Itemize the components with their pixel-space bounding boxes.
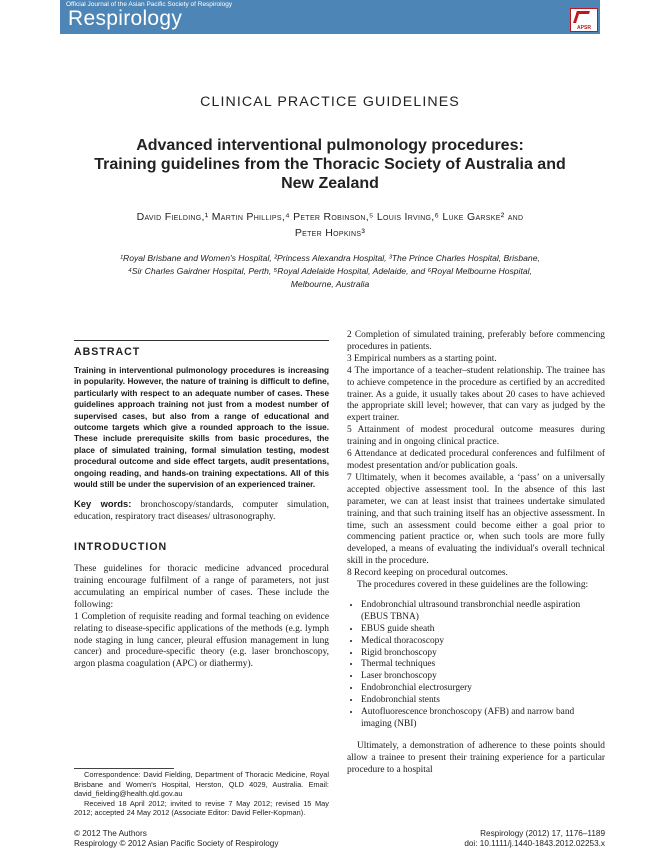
procedure-list [347, 600, 605, 731]
guideline-item-7: 7 Ultimately, when it becomes available, a ‘pass’ on a universally accepted objective assessment tool. In the absence of this last parameter, we can at least insist that trainees undertake simulated training, and that such training itself has an objective assessment. In time, such an assessment could become either a goal prior to commencing patient practice or, when such tools are more fully developed, a means of evaluating the individual's overall technical skill in the procedure. [347, 472, 605, 567]
article-title [70, 136, 590, 193]
closing-paragraph: Ultimately, a demonstration of adherence to these points should allow a trainee to present their training experience for a particular procedure to a hospital [347, 740, 605, 775]
procedure-item: • Laser bronchoscopy [361, 671, 605, 683]
left-column [74, 340, 329, 671]
citation-line: Respirology (2012) 17, 1176–1189 [480, 829, 605, 838]
footer-copyright [74, 829, 354, 849]
guideline-item-4: 4 The importance of a teacher–student relationship. The trainee has to achieve competence in the procedure as certified by an accredited trainer. As a guide, it usually takes about 20 cases to have achieved the appropriate skill level; however, that can vary as judged by the expert trainer. [347, 365, 605, 424]
author-list [70, 209, 590, 241]
procedure-item: • Medical thoracoscopy [361, 636, 605, 648]
guideline-item-5: 5 Attainment of modest procedural outcome measures during training and in ongoing clinical practice. [347, 425, 605, 448]
procedure-item: • Thermal techniques [361, 659, 605, 671]
copyright-line: © 2012 The Authors [74, 829, 147, 838]
correspondence-note: Correspondence: David Fielding, Department of Thoracic Medicine, Royal Brisbane and Women's Hospital, Herston, QLD 4029, Australia. Email: david_fielding@health.qld.gov.au [74, 770, 329, 799]
affiliation-line: ¹Royal Brisbane and Women's Hospital, ²Princess Alexandra Hospital, ³The Prince Charles Hospital, Brisbane, [120, 253, 540, 263]
article-title-line: Training guidelines from the Thoracic Society of Australia and [94, 156, 566, 173]
footer-citation [347, 829, 605, 849]
guideline-item-2: 2 Completion of simulated training, preferably before commencing procedures in patients. [347, 330, 605, 352]
affiliations [70, 252, 590, 291]
affiliation-line: ⁴Sir Charles Gairdner Hospital, Perth, ⁵Royal Adelaide Hospital, Adelaide, and ⁶Royal Melbourne Hospital, [128, 266, 532, 276]
guideline-item-3: 3 Empirical numbers as a starting point. [347, 353, 497, 364]
journal-logo-text: Respirology [68, 7, 183, 30]
received-note: Received 18 April 2012; invited to revise 7 May 2012; revised 15 May 2012; accepted 24 May 2012 (Associate Editor: David Feller-Kopman). [74, 798, 329, 818]
procedures-intro: The procedures covered in these guidelines are the following: [357, 580, 589, 591]
author-line: Peter Hopkins³ [294, 227, 366, 239]
guideline-item-8: 8 Record keeping on procedural outcomes. [347, 568, 508, 579]
procedure-item: • Autofluorescence bronchoscopy (AFB) and narrow band imaging (NBI) [361, 707, 605, 731]
section-label: CLINICAL PRACTICE GUIDELINES [200, 94, 460, 110]
procedure-item: • Endobronchial electrosurgery [361, 683, 605, 695]
journal-tagline: Official Journal of the Asian Pacific Society of Respirology [66, 1, 233, 8]
keywords-label: Key words: [74, 498, 132, 510]
footnote-divider [74, 768, 174, 769]
apsr-logo-text: APSR [577, 25, 591, 31]
doi-line: doi: 10.1111/j.1440-1843.2012.02253.x [464, 839, 605, 848]
procedure-item: • Endobronchial stents [361, 695, 605, 707]
introduction-paragraph: These guidelines for thoracic medicine advanced procedural training encourage fulfilment of a range of parameters, not just accumulating an empirical number of cases. These include the following: [74, 564, 329, 610]
author-line: David Fielding,¹ Martin Phillips,⁴ Peter Robinson,⁵ Louis Irving,⁶ Luke Garske² and [136, 211, 524, 223]
guideline-item-1: 1 Completion of requisite reading and formal teaching on evidence relating to disease-specific applications of the methods (e.g. lymph node staging in lung cancer, pleural effusion management in lung cancer) and procedure-specific theory (e.g. laser bronchoscopy, argon plasma coagulation (APC) or diathermy). [74, 611, 329, 670]
procedure-item: • Rigid bronchoscopy [361, 648, 605, 660]
procedure-item: • Endobronchial ultrasound transbronchial needle aspiration (EBUS TBNA) [361, 600, 605, 624]
article-title-line: Advanced interventional pulmonology procedures: [136, 137, 524, 154]
keywords [74, 498, 329, 524]
copyright-line: Respirology © 2012 Asian Pacific Society of Respirology [74, 839, 279, 848]
article-title-line: New Zealand [281, 175, 379, 192]
abstract-body: Training in interventional pulmonology procedures is increasing in popularity. However, the nature of training is difficult to define, particularly with respect to an adequate number of cases. These guidelines approach training not just from a modest number of supervised cases, but also from a range of educational and outcome targets which give a rounded approach to the issue. These include prerequisite skills from basic procedures, the place of simulated training, formal simulation testing, modest procedural outcome and side effect targets, audit presentations, ongoing reading, and hands-on training expectations. All of this would still be under the supervision of an experienced trainer. [74, 365, 329, 489]
guideline-item-6: 6 Attendance at dedicated procedural conferences and fulfilment of modest presentation and/or publication goals. [347, 449, 605, 471]
abstract-heading: ABSTRACT [74, 340, 329, 359]
introduction-heading: INTRODUCTION [74, 541, 168, 554]
keywords-text: bronchoscopy/standards, computer simulation, education, respiratory tract diseases/ ultrasonography. [74, 500, 330, 523]
affiliation-line: Melbourne, Australia [290, 279, 370, 289]
procedure-item: • EBUS guide sheath [361, 624, 605, 636]
footnote [74, 770, 329, 818]
right-column [347, 330, 605, 777]
